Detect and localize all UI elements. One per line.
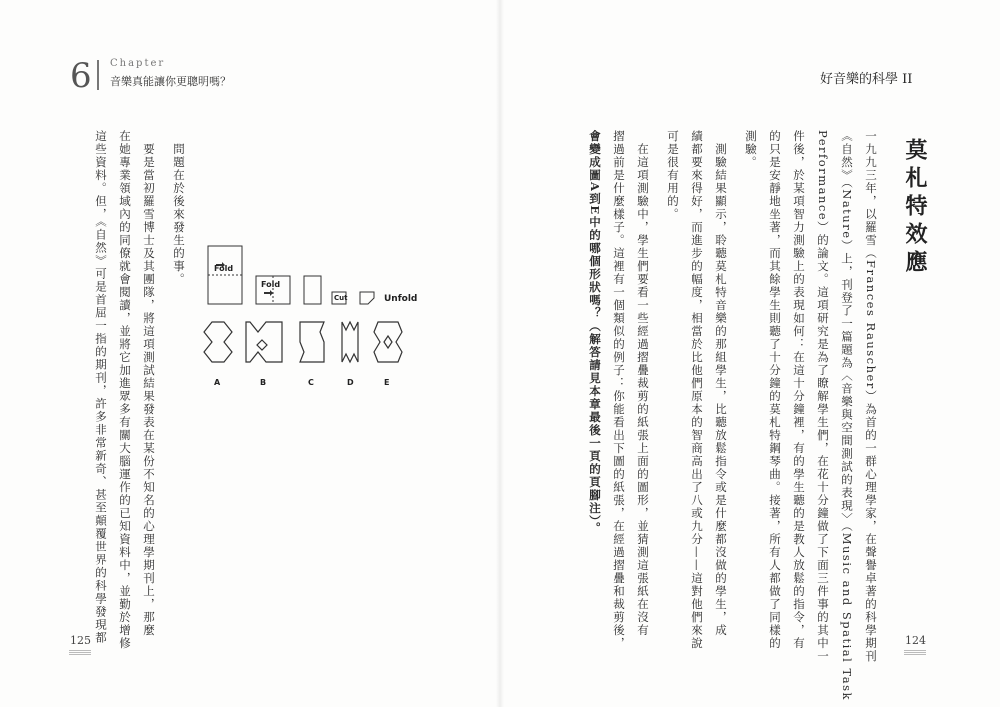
text-column: 一九九三年，以羅雪（Frances Rauscher）為首的一群心理學家，在聲譽卓著的科學期刊	[864, 130, 878, 663]
option-label: C	[308, 378, 314, 387]
text-column: 摺過前是什麼樣子。這裡有一個類似的例子：你能看出下圖的紙張，在經過摺疊和裁剪後，	[612, 130, 626, 650]
text-column: 這些資料。但，《自然》可是首屈一指的期刊，許多非常新奇、甚至顛覆世界的科學發現都	[94, 130, 108, 645]
paper-folding-figure	[200, 240, 430, 400]
option-label: E	[384, 378, 390, 387]
chapter-number: 6	[70, 56, 92, 96]
text-column: Performance）的論文。這項研究是為了瞭解學生們，在花十分鐘做了下面三件事的其中一	[816, 130, 830, 664]
fold-label: Fold	[261, 280, 281, 289]
chapter-label: Chapter	[110, 58, 166, 69]
text-column: 績都要來得好，而進步的幅度，相當於比他們原本的智商高出了八或九分——這對他們來說	[690, 130, 704, 650]
page-number-left: 125	[70, 634, 91, 647]
option-label: A	[214, 378, 221, 387]
chapter-divider	[97, 60, 99, 90]
text-column: 在她專業領域內的同僚就會閱讀，並將它加進眾多有關大腦運作的已知資料中，並勤於增修	[118, 130, 132, 650]
page-number-rule	[904, 650, 926, 655]
paper-folding-diagram	[200, 240, 430, 400]
text-column: 測驗。	[744, 130, 758, 169]
running-head: 好音樂的科學 II	[820, 72, 913, 87]
option-label: D	[347, 378, 354, 387]
text-column: 要是當初羅雪博士及其團隊，將這項測試結果發表在某份不知名的心理學期刊上，那麼	[142, 130, 156, 637]
right-page	[500, 0, 1000, 707]
text-column: 在這項測驗中，學生們要看一些經過摺疊裁剪的紙張上面的圖形，並猜測這張紙在沒有	[636, 130, 650, 637]
cut-label: Cut	[334, 294, 348, 302]
text-column: 問題在於後來發生的事。	[172, 130, 186, 286]
fold-label: Fold	[214, 264, 234, 273]
section-heading: 莫札特效應	[902, 138, 928, 278]
text-column: 《自然》（Nature）上，刊登了一篇題為〈音樂與空間測試的表現〉（Music and Spatial Task	[840, 130, 854, 701]
chapter-title: 音樂真能讓你更聰明嗎？	[110, 75, 231, 88]
text-column: 會變成圖A到E中的哪個形狀嗎？（解答請見本章最後一頁的頁腳注）。	[588, 130, 602, 535]
unfold-label: Unfold	[384, 294, 418, 304]
text-column: 測驗結果顯示，聆聽莫札特音樂的那組學生，比聽放鬆指令或是什麼都沒做的學生，成	[714, 130, 728, 637]
option-label: B	[260, 378, 267, 387]
text-column: 件後，於某項智力測驗上的表現如何：在這十分鐘裡，有的學生聽的是教人放鬆的指令，有	[792, 130, 806, 650]
text-column: 可是很有用的。	[666, 130, 680, 221]
page-number-right: 124	[905, 634, 926, 647]
book-gutter	[496, 0, 504, 707]
page-number-rule	[69, 650, 91, 655]
text-column: 的只是安靜地坐著，而其餘學生則聽了十分鐘的莫札特鋼琴曲。接著，所有人都做了同樣的	[768, 130, 782, 650]
